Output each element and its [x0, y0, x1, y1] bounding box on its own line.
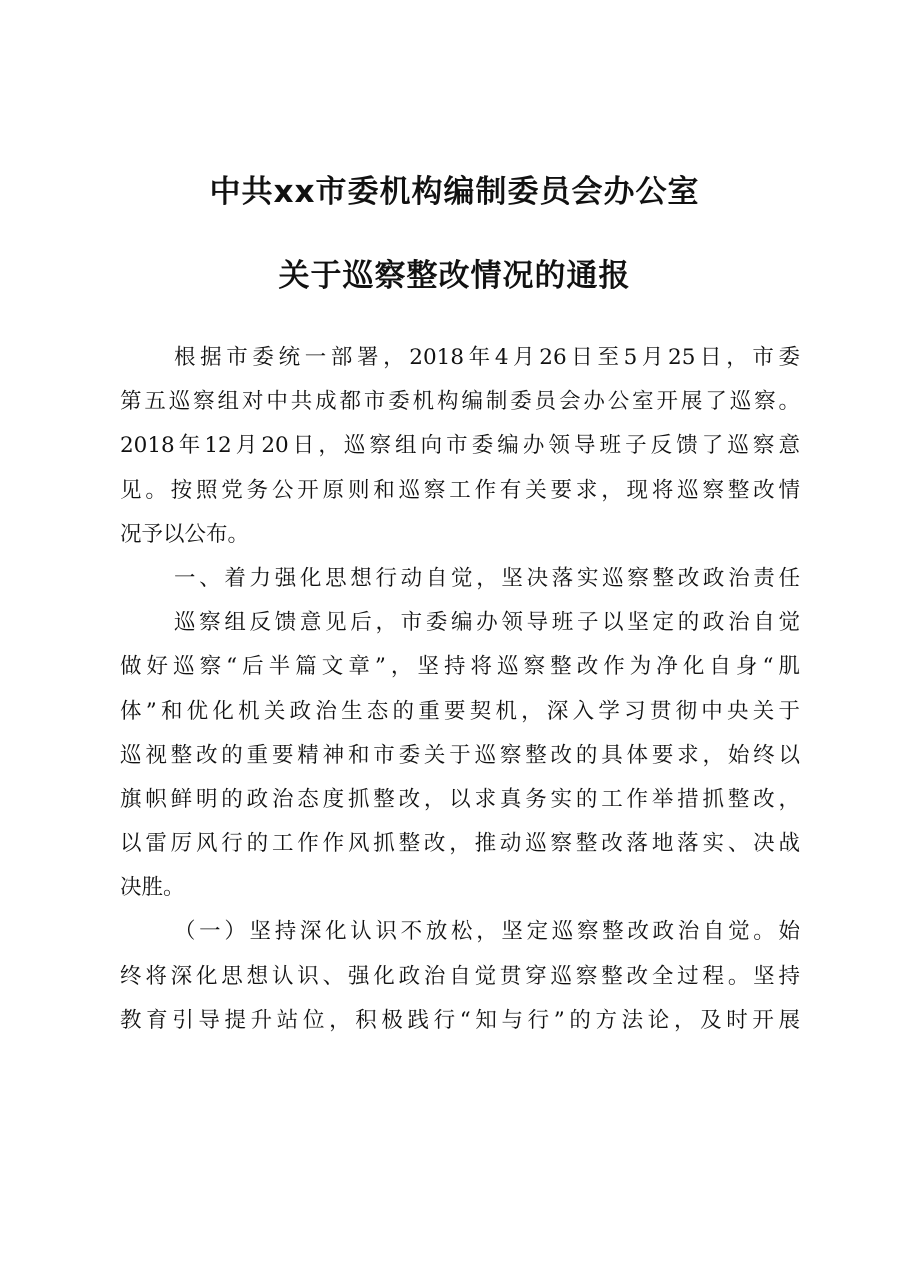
body-line-13: 决胜。	[120, 875, 185, 901]
body-line-3: 2018年12月20日，巡察组向市委编办领导班子反馈了巡察意	[120, 433, 800, 459]
body-line-8: 做好巡察“后半篇文章”，坚持将巡察整改作为净化自身“肌	[120, 654, 800, 680]
subsection-heading-1: （一）坚持深化认识不放松，坚定巡察整改政治自觉。始	[174, 919, 800, 945]
body-line-7: 巡察组反馈意见后，市委编办领导班子以坚定的政治自觉	[174, 610, 800, 636]
body-line-1: 根据市委统一部署，2018年4月26日至5月25日，市委	[174, 345, 800, 370]
body-line-5: 况予以公布。	[120, 521, 250, 547]
section-heading-1: 一、着力强化思想行动自觉，坚决落实巡察整改政治责任	[174, 565, 800, 591]
document-title-line-1: 中共xx市委机构编制委员会办公室	[209, 174, 700, 210]
body-line-12: 以雷厉风行的工作作风抓整改，推动巡察整改落地落实、决战	[120, 831, 800, 857]
body-line-2: 第五巡察组对中共成都市委机构编制委员会办公室开展了巡察。	[120, 389, 800, 415]
body-line-15: 终将深化思想认识、强化政治自觉贯穿巡察整改全过程。坚持	[120, 963, 800, 989]
body-line-11: 旗帜鲜明的政治态度抓整改，以求真务实的工作举措抓整改，	[120, 786, 800, 812]
document-body	[120, 336, 800, 1043]
body-line-9: 体”和优化机关政治生态的重要契机，深入学习贯彻中央关于	[120, 698, 800, 724]
body-line-10: 巡视整改的重要精神和市委关于巡察整改的具体要求，始终以	[120, 742, 800, 768]
body-line-16: 教育引导提升站位，积极践行“知与行”的方法论，及时开展	[120, 1007, 800, 1033]
body-line-4: 见。按照党务公开原则和巡察工作有关要求，现将巡察整改情	[120, 477, 800, 503]
document-title-line-2: 关于巡察整改情况的通报	[278, 258, 631, 294]
